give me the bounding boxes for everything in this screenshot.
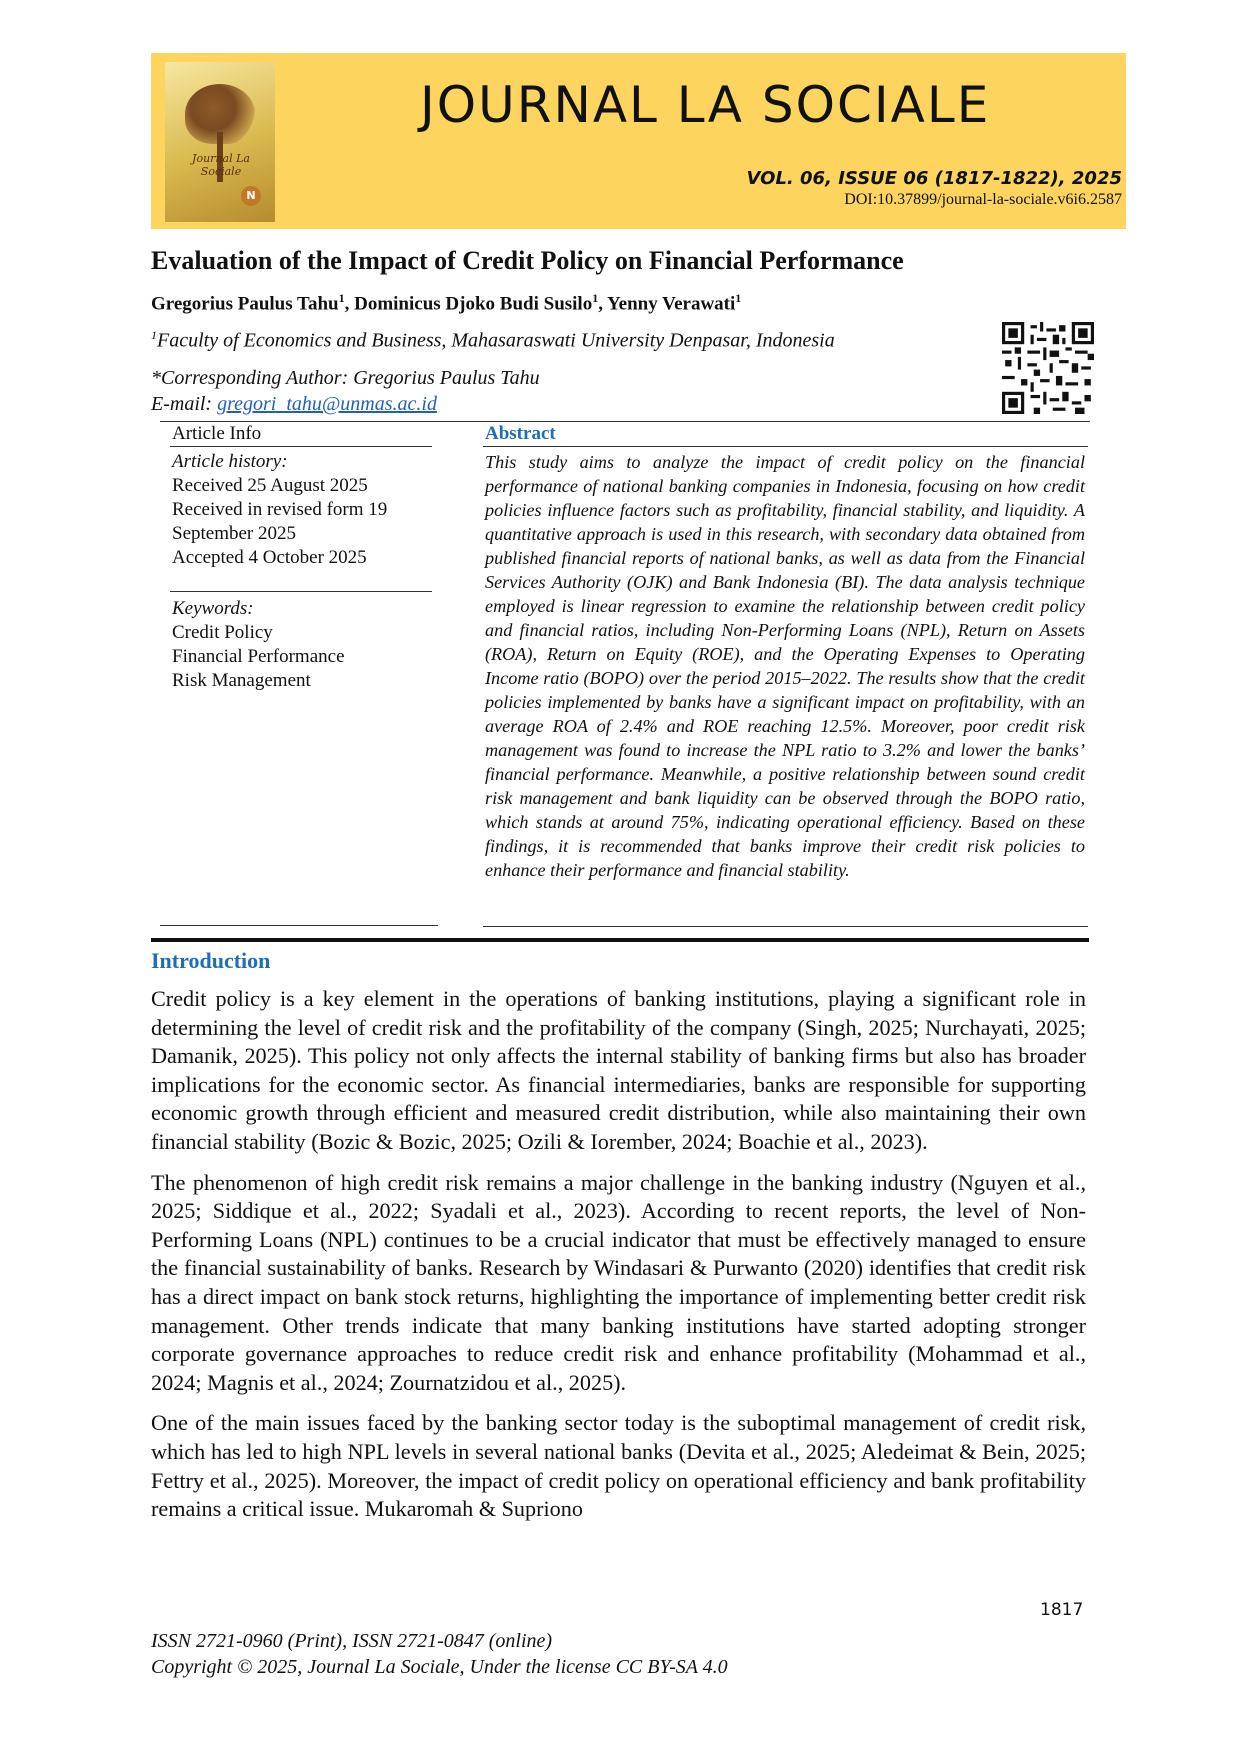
received-date: Received 25 August 2025	[172, 475, 368, 496]
divider	[483, 926, 1088, 927]
cover-title: Journal La Sociale	[192, 152, 250, 178]
author-list	[151, 291, 741, 315]
paragraph: One of the main issues faced by the banking sector today is the suboptimal management of credit risk, which has led to high NPL levels in several national banks (Devita et al., 2025; Aledeimat & Bein, 2025; Fettry et al., 2025). Moreover, the impact of credit policy on operational efficiency and bank profitability remains a critical issue. Mukaromah & Supriono	[151, 1410, 1086, 1522]
author-affiliation-mark: 1	[735, 291, 742, 305]
revised-date-line2: September 2025	[172, 523, 297, 544]
article-history-label: Article history:	[172, 451, 288, 472]
email-label: E-mail:	[151, 393, 218, 415]
affiliation-text: Faculty of Economics and Business, Mahasaraswati University Denpasar, Indonesia	[157, 329, 835, 352]
divider	[170, 446, 432, 447]
divider	[483, 446, 1088, 447]
journal-title: JOURNAL LA SOCIALE	[420, 76, 991, 134]
keyword: Credit Policy	[172, 622, 273, 643]
journal-cover-thumbnail	[165, 62, 275, 222]
cover-badge: N	[241, 186, 261, 206]
author-affiliation-mark: 1	[592, 291, 599, 305]
keyword: Risk Management	[172, 670, 311, 691]
paper-title: Evaluation of the Impact of Credit Policy on Financial Performance	[151, 246, 904, 275]
keywords	[172, 597, 432, 693]
author-name: Gregorius Paulus Tahu	[151, 293, 339, 315]
corresponding-author: *Corresponding Author: Gregorius Paulus Tahu	[151, 367, 540, 389]
introduction-heading: Introduction	[151, 948, 271, 973]
issn: ISSN 2721-0960 (Print), ISSN 2721-0847 (online)	[151, 1630, 553, 1652]
keyword: Financial Performance	[172, 646, 345, 667]
paragraph: Credit policy is a key element in the operations of banking institutions, playing a significant role in determining the level of credit risk and the profitability of the company (Singh, 2025; Nurchayati, 2025; Damanik, 2025). This policy not only affects the internal stability of banking firms but also has broader implications for the economic sector. As financial intermediaries, banks are responsible for supporting economic growth through efficient and measured credit distribution, while also maintaining their own financial stability (Bozic & Bozic, 2025; Ozili & Iorember, 2024; Boachie et al., 2023).	[151, 986, 1086, 1154]
affiliation	[151, 328, 835, 353]
accepted-date: Accepted 4 October 2025	[172, 547, 367, 568]
abstract-heading: Abstract	[485, 423, 556, 444]
author-separator: ,	[598, 293, 608, 315]
abstract-text: This study aims to analyze the impact of credit policy on the financial performance of national banking companies in Indonesia, focusing on how credit policies influence factors such as profitability, financial stability, and liquidity. A quantitative approach is used in this research, with secondary data obtained from published financial reports of national banks, as well as data from the Financial Services Authority (OJK) and Bank Indonesia (BI). The data analysis technique employed is linear regression to examine the relationship between credit policy and financial ratios, including Non-Performing Loans (NPL), Return on Assets (ROA), Return on Equity (ROE), and the Operating Expenses to Operating Income ratio (BOPO) over the period 2015–2022. The results show that the credit policies implemented by banks have a significant impact on profitability, with an average ROA of 2.4% and ROE reaching 12.5%. Moreover, poor credit risk management was found to increase the NPL ratio to 3.2% and lower the banks’ financial performance. Meanwhile, a positive relationship between sound credit risk management and bank liquidity can be observed through the BOPO ratio, which stands at around 75%, indicating operational efficiency. Based on these findings, it is recommended that banks improve their credit risk policies to enhance their performance and financial stability.	[485, 452, 1085, 880]
divider	[170, 591, 432, 592]
author-name: Yenny Verawati	[607, 293, 736, 315]
divider	[160, 925, 438, 926]
article-history	[172, 450, 432, 570]
copyright: Copyright © 2025, Journal La Sociale, Under the license CC BY-SA 4.0	[151, 1656, 728, 1678]
section-divider	[151, 938, 1089, 942]
affiliation-mark: 1	[151, 328, 157, 342]
email-line	[151, 393, 437, 416]
keywords-label: Keywords:	[172, 598, 254, 619]
page-number: 1817	[1040, 1600, 1084, 1620]
paragraph: The phenomenon of high credit risk remains a major challenge in the banking industry (Nguyen et al., 2025; Siddique et al., 2022; Syadali et al., 2023). According to recent reports, the level of Non-Performing Loans (NPL) continues to be a crucial indicator that must be effectively managed to ensure the financial sustainability of banks. Research by Windasari & Purwanto (2020) identifies that credit risk has a direct impact on bank stock returns, highlighting the importance of implementing better credit risk management. Other trends indicate that many banking institutions have started adopting stronger corporate governance approaches to reduce credit risk and enhance profitability (Mohammad et al., 2024; Magnis et al., 2024; Zournatzidou et al., 2025).	[151, 1169, 1086, 1395]
introduction-body	[151, 985, 1086, 1536]
email-link[interactable]: gregori_tahu@unmas.ac.id	[217, 393, 437, 415]
author-separator: ,	[344, 293, 355, 315]
article-info-heading: Article Info	[172, 423, 262, 444]
doi[interactable]: DOI:10.37899/journal-la-sociale.v6i6.2587	[844, 191, 1122, 208]
author-affiliation-mark: 1	[338, 291, 345, 305]
volume-issue: VOL. 06, ISSUE 06 (1817-1822), 2025	[746, 168, 1122, 189]
author-name: Dominicus Djoko Budi Susilo	[354, 293, 593, 315]
revised-date-line1: Received in revised form 19	[172, 499, 388, 520]
qr-code-icon[interactable]	[1002, 322, 1094, 414]
divider	[160, 421, 1090, 422]
